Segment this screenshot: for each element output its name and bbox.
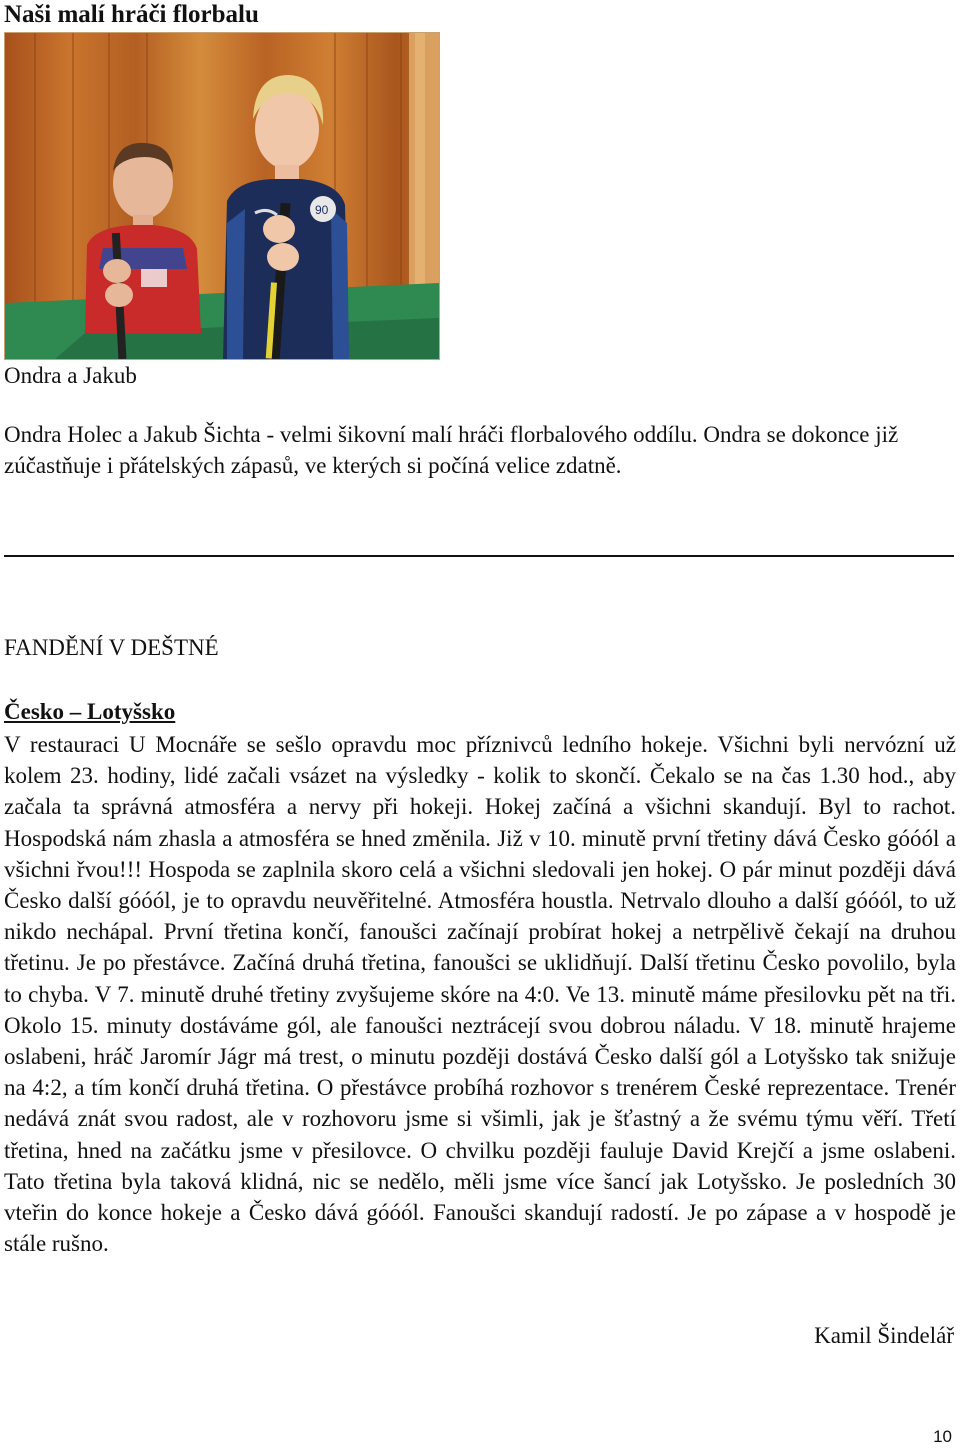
article-subtitle: Česko – Lotyšsko [4,699,176,724]
jersey-number: 90 [315,203,329,217]
article-body: V restauraci U Mocnáře se sešlo opravdu moc příznivců ledního hokeje. Všichni byli nervózní už kolem 23. hodiny, lidé začali vsázet na výsledky - kolik to skončí. Čekalo se na čas 1.30 hod., aby začala ta správná atmosféra a nervy při hokeji. Hokej začíná a všichni skandují. Byl to rachot. Hospodská nám zhasla a atmosféra se hned změnila. Již v 10. minutě první třetiny dává Česko góóól a všichni řvou!!! Hospoda se zaplnila skoro celá a všichni sledovali jen hokej. O pár minut později dává Česko další góóól, je to opravdu neuvěřitelné. Atmosféra houstla. Netrvalo dlouho a další góóól, to už nikdo nechápal. První třetina končí, fanoušci začínají probírat hokej a netrpělivě čekají na druhou třetinu. Je po přestávce. Začíná druhá třetina, fanoušci se uklidňují. Další třetinu Česko povolilo, byla to chyba. V 7. minutě druhé třetiny zvyšujeme skóre na 4:0. Ve 13. minutě máme přesilovku pět na tři. Okolo 15. minuty dostáváme gól, ale fanoušci neztrácejí svou dobrou náladu. V 18. minutě hrajeme oslabeni, hráč Jaromír Jágr má trest, o minutu později dostává Česko další gól a Lotyšsko tak snižuje na 4:2, a tím končí druhá třetina. O přestávce probíhá rozhovor s trenérem České reprezentace. Trenér nedává znát svou radost, ale v rozhovoru jsme si všimli, jak je šťastný a že svému týmu věří. Třetí třetina, hned na začátku jsme v přesilovce. O chvilku později fauluje David Krejčí a jsme oslabeni. Tato třetina byla taková klidná, nic se nedělo, měli jsme více šancí jak Lotyšsko. Je posledních 30 vteřin do konce hokeje a Česko dává góóól. Fanoušci skandují radostí. Je po zápase a v hospodě je stále rušno. [4,732,956,1257]
page-number: 10 [933,1427,952,1446]
page-heading: Naši malí hráči florbalu [4,1,259,28]
photo-caption: Ondra a Jakub [4,363,137,388]
photo-two-boys-icon [4,32,440,360]
article-author: Kamil Šindelář [814,1323,954,1348]
section-title: FANDĚNÍ V DEŠTNÉ [4,635,219,660]
intro-paragraph: Ondra Holec a Jakub Šichta - velmi šikovní malí hráči florbalového oddílu. Ondra se dokonce již zúčastňuje i přátelských zápasů, ve kterých si počíná velice zdatně. [4,422,899,478]
section-divider [4,555,954,557]
